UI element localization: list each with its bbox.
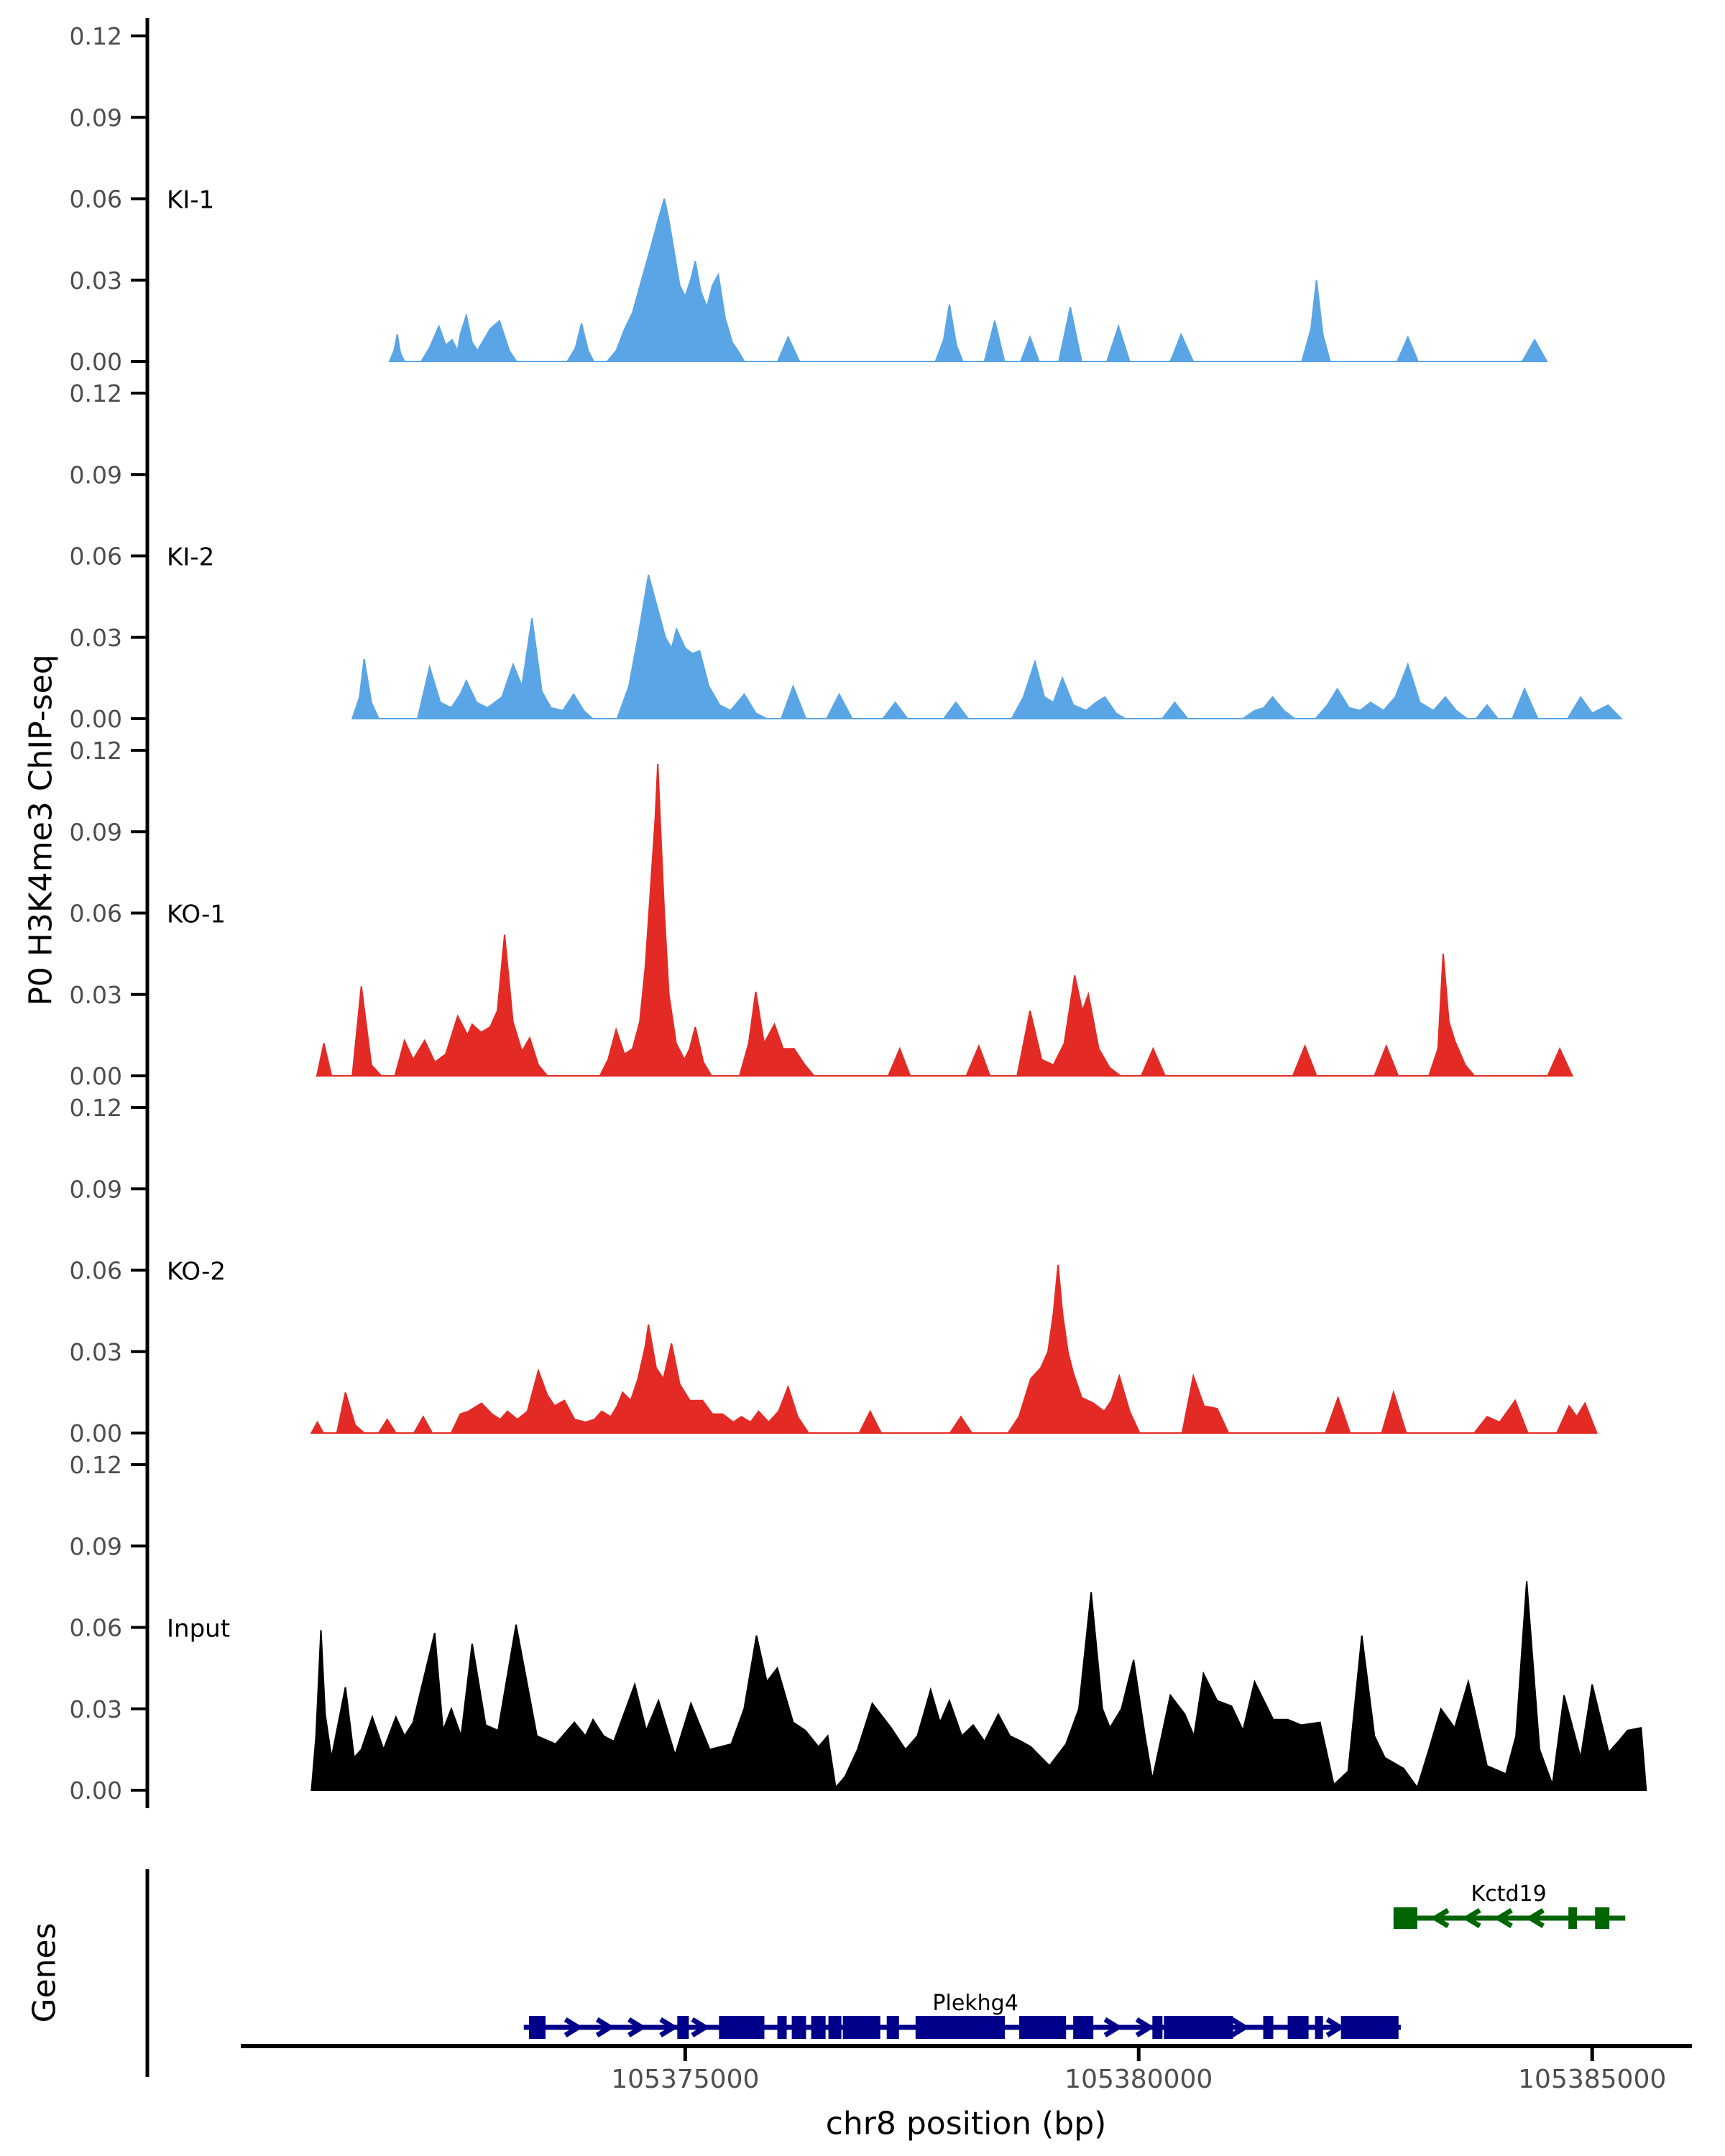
y-tick-label-ko-1: 0.03 [69, 980, 122, 1009]
x-axis [241, 2046, 1692, 2094]
track-label-ko-1: KO-1 [167, 900, 226, 929]
track-panel-input [70, 1447, 1647, 1808]
track-panel-ki-1 [70, 18, 1547, 379]
x-tick-label: 105375000 [611, 2065, 760, 2094]
signal-area-ki-2 [352, 575, 1621, 719]
signal-area-ko-1 [317, 764, 1572, 1076]
y-tick-label-ko-1: 0.00 [69, 1062, 122, 1090]
gene-model-plekhg4 [524, 1991, 1401, 2039]
exon-plekhg4 [1019, 2016, 1066, 2039]
y-tick-label-ki-2: 0.06 [69, 542, 122, 571]
y-tick-label-ki-1: 0.03 [69, 266, 122, 295]
y-tick-label-ki-1: 0.00 [69, 348, 122, 376]
y-tick-label-ki-2: 0.03 [69, 623, 122, 652]
exon-plekhg4 [719, 2016, 764, 2039]
y-tick-label-ko-1: 0.06 [69, 899, 122, 928]
y-tick-label-input: 0.12 [69, 1451, 122, 1479]
exon-plekhg4 [1288, 2016, 1309, 2039]
genes-panel-title: Genes [26, 1922, 63, 2023]
exon-plekhg4 [916, 2016, 1005, 2039]
gene-label-plekhg4: Plekhg4 [932, 1991, 1018, 2016]
signal-area-ki-1 [390, 199, 1547, 362]
track-label-ki-1: KI-1 [167, 185, 215, 215]
exon-plekhg4 [677, 2016, 689, 2039]
exon-plekhg4 [811, 2016, 826, 2039]
y-tick-label-ko-2: 0.12 [69, 1094, 122, 1122]
exon-plekhg4 [1073, 2016, 1093, 2039]
track-label-ki-2: KI-2 [167, 543, 215, 572]
y-tick-label-ko-2: 0.06 [69, 1256, 122, 1285]
y-tick-label-input: 0.06 [69, 1613, 122, 1642]
track-panel-ko-1 [70, 732, 1573, 1094]
exon-plekhg4 [887, 2016, 899, 2039]
exon-plekhg4 [1164, 2016, 1233, 2039]
gene-model-kctd19 [1394, 1881, 1625, 1929]
x-axis-title: chr8 position (bp) [825, 2105, 1107, 2142]
y-tick-label-ki-2: 0.00 [69, 705, 122, 733]
y-tick-label-ko-1: 0.12 [69, 737, 122, 765]
y-tick-label-ki-2: 0.09 [69, 461, 122, 489]
y-tick-label-ko-2: 0.09 [69, 1175, 122, 1204]
y-tick-label-ki-1: 0.12 [69, 22, 122, 50]
exon-plekhg4 [1315, 2016, 1323, 2039]
exon-plekhg4 [1264, 2016, 1274, 2039]
exon-plekhg4 [792, 2016, 806, 2039]
track-label-ko-2: KO-2 [167, 1257, 226, 1286]
y-tick-label-ki-1: 0.06 [69, 185, 122, 213]
y-tick-label-input: 0.09 [69, 1532, 122, 1561]
x-tick-label: 105380000 [1064, 2065, 1213, 2094]
y-tick-label-ko-2: 0.00 [69, 1419, 122, 1447]
x-tick-label: 105385000 [1518, 2065, 1667, 2094]
exon-plekhg4 [1152, 2016, 1162, 2039]
track-panel-ki-2 [70, 375, 1622, 737]
exon-kctd19 [1568, 1907, 1577, 1929]
y-tick-label-ki-1: 0.09 [69, 103, 122, 132]
y-tick-label-input: 0.03 [69, 1695, 122, 1723]
signal-area-input [311, 1581, 1646, 1790]
exon-plekhg4 [529, 2016, 546, 2039]
exon-kctd19 [1595, 1907, 1609, 1929]
y-tick-label-ki-2: 0.12 [69, 379, 122, 407]
track-panel-ko-2 [70, 1089, 1597, 1451]
exon-plekhg4 [778, 2016, 787, 2039]
exon-plekhg4 [843, 2016, 880, 2039]
exon-kctd19 [1394, 1907, 1417, 1929]
gene-label-kctd19: Kctd19 [1471, 1881, 1547, 1907]
exon-plekhg4 [829, 2016, 842, 2039]
y-tick-label-input: 0.00 [69, 1777, 122, 1805]
signal-area-ko-2 [311, 1265, 1596, 1433]
exon-plekhg4 [1341, 2016, 1399, 2039]
y-tick-label-ko-2: 0.03 [69, 1337, 122, 1366]
track-label-input: Input [167, 1614, 231, 1644]
y-tick-label-ko-1: 0.09 [69, 818, 122, 847]
y-axis-title: P0 H3K4me3 ChIP-seq [22, 654, 60, 1006]
